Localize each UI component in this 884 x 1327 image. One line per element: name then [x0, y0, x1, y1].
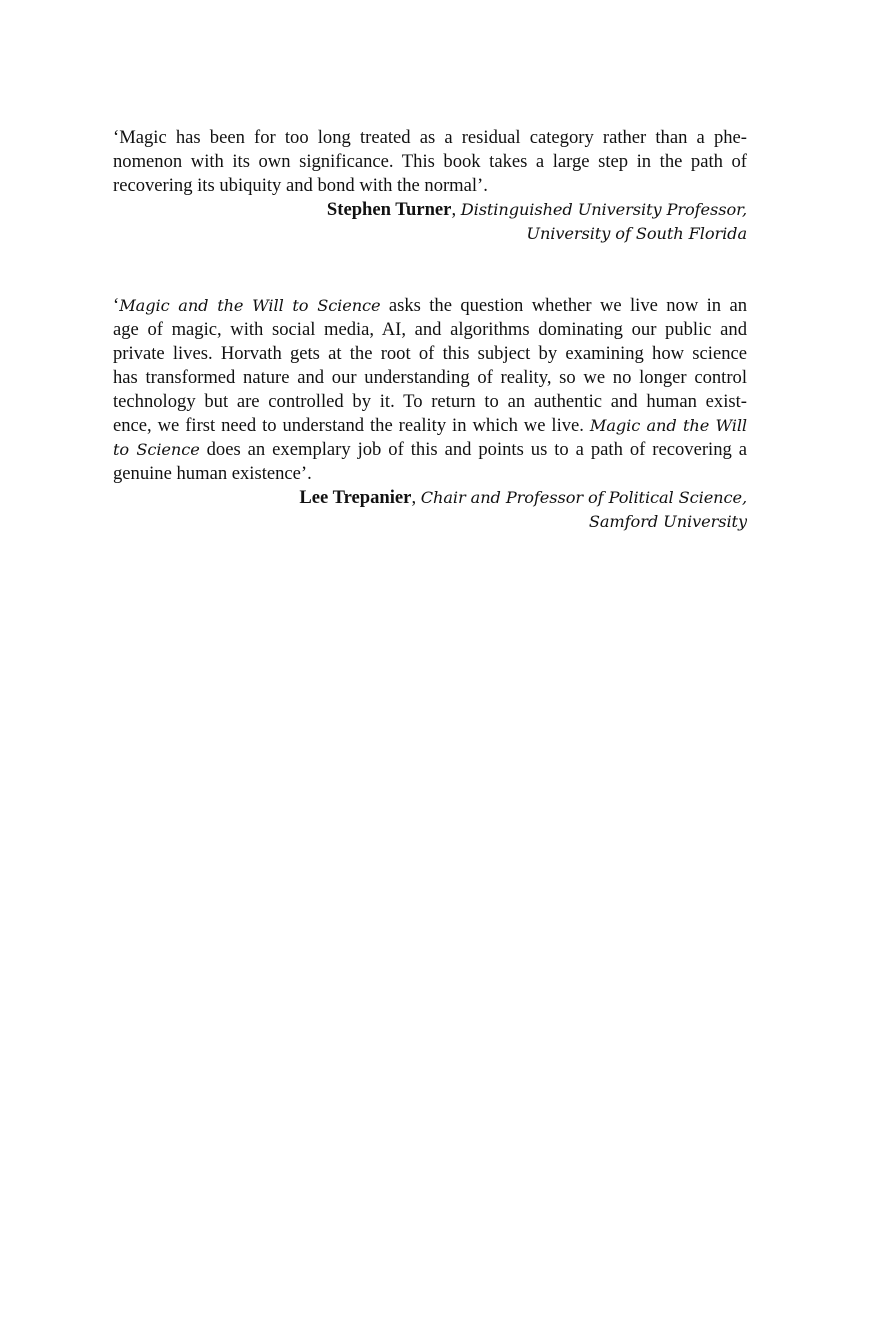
attribution-separator: ,	[451, 199, 461, 220]
quote-2-line-4	[113, 366, 747, 390]
quote-text: does an exemplary job of this and points us to a path of recovering a	[199, 439, 747, 460]
quote-1-line-3	[113, 174, 747, 198]
endorser-name-1: Stephen Turner	[326, 199, 452, 220]
quote-2-line-1	[113, 294, 747, 318]
quote-2-line-7	[113, 438, 747, 462]
endorser-affiliation-1: University of South Florida	[526, 224, 747, 243]
quote-2-line-2	[113, 318, 747, 342]
book-title-italic: Magic and the Will	[589, 416, 747, 435]
quote-2-line-6	[113, 414, 747, 438]
quote-text: private lives. Horvath gets at the root of this subject by examining how science	[113, 343, 747, 364]
endorser-affiliation-2: Samford University	[588, 512, 747, 531]
affiliation-1	[113, 222, 747, 246]
quote-1-line-1	[113, 126, 747, 150]
quote-text: genuine human existence’.	[113, 463, 312, 484]
quote-2-line-8	[113, 462, 747, 486]
quote-text: ‘Magic has been for too long treated as a residual category rather than a phe-	[113, 127, 747, 148]
quote-text: nomenon with its own significance. This book takes a large step in the path of	[113, 151, 747, 172]
quote-2-line-3	[113, 342, 747, 366]
endorser-title-2: Chair and Professor of Political Science,	[420, 488, 747, 507]
endorser-title-1: Distinguished University Professor,	[460, 200, 747, 219]
attribution-separator: ,	[411, 487, 421, 508]
endorsement-quote-1	[113, 126, 747, 246]
endorser-name-2: Lee Trepanier	[299, 487, 412, 508]
quote-text: ence, we first need to understand the reality in which we live.	[113, 415, 590, 436]
quote-1-line-2	[113, 150, 747, 174]
attribution-2	[113, 486, 747, 510]
quote-text: has transformed nature and our understanding of reality, so we no longer control	[113, 367, 747, 388]
quote-text: recovering its ubiquity and bond with the normal’.	[113, 175, 488, 196]
quote-2-line-5	[113, 390, 747, 414]
quote-text: technology but are controlled by it. To return to an authentic and human exist-	[113, 391, 747, 412]
quote-text: ‘	[113, 295, 120, 316]
quote-text: age of magic, with social media, AI, and algorithms dominating our public and	[113, 319, 747, 340]
book-title-italic: to Science	[113, 440, 200, 459]
quote-text: asks the question whether we live now in an	[380, 295, 747, 316]
affiliation-2	[113, 510, 747, 534]
endorsement-quote-2	[113, 294, 747, 534]
attribution-1	[113, 198, 747, 222]
book-title-italic: Magic and the Will to Science	[119, 296, 381, 315]
